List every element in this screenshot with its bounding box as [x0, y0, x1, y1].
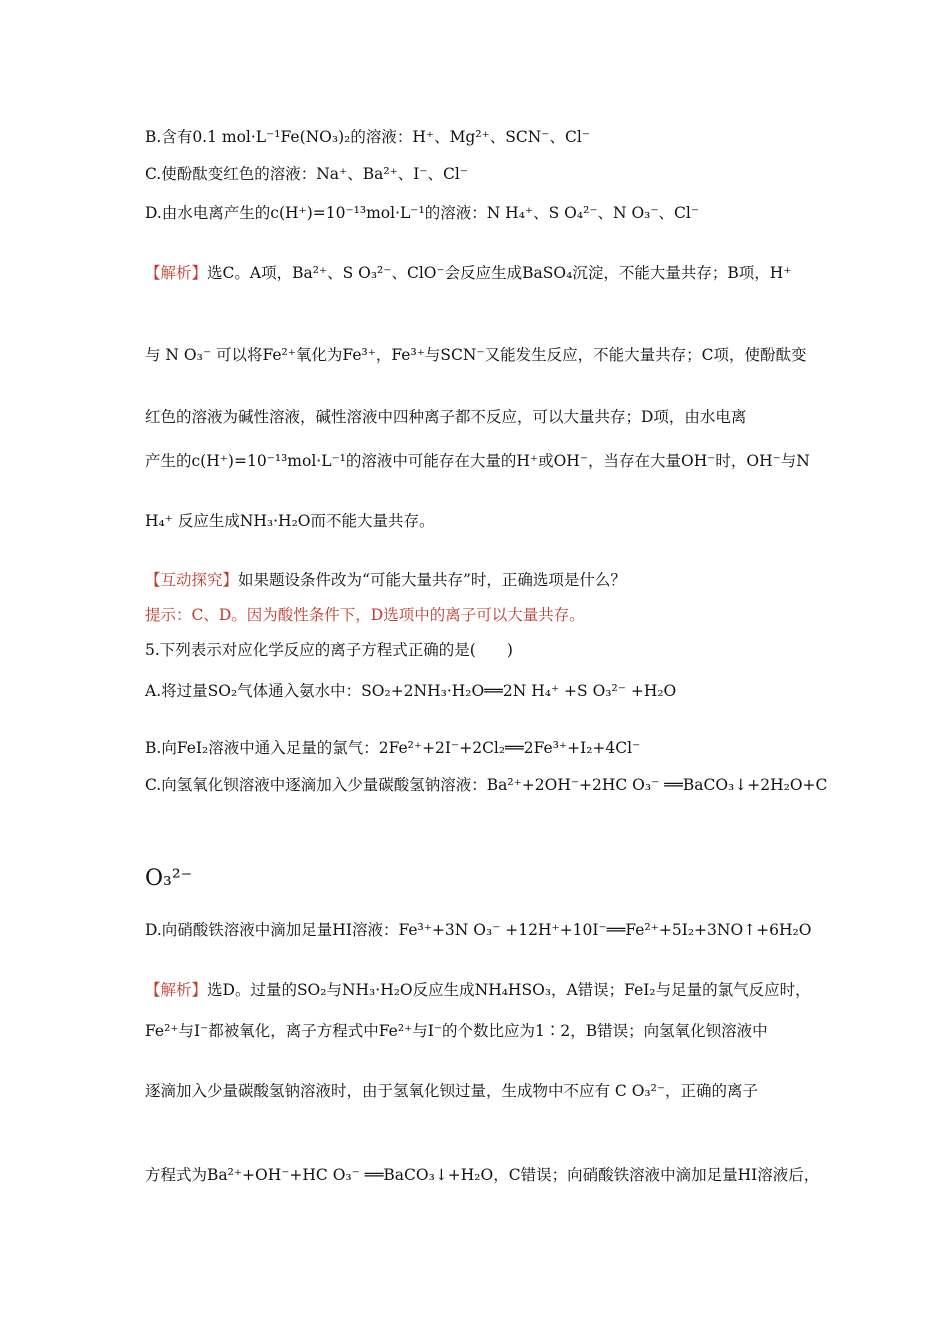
analysis-1-line-5: H₄⁺ 反应生成NH₃·H₂O而不能大量共存。 [145, 512, 435, 530]
analysis-2-tag: 【解析】 [145, 981, 208, 999]
option-c: C.使酚酞变红色的溶液：Na⁺、Ba²⁺、I⁻、Cl⁻ [145, 165, 469, 183]
explore-tag: 【互动探究】 [145, 571, 239, 589]
analysis-2-line-1 [145, 981, 810, 1000]
option-d: D.由水电离产生的c(H⁺)=10⁻¹³mol·L⁻¹的溶液：N H₄⁺、S O₄²⁻、N O₃⁻、Cl⁻ [145, 204, 700, 222]
question-5-option-d: D.向硝酸铁溶液中滴加足量HI溶液：Fe³⁺+3N O₃⁻ +12H⁺+10I⁻══Fe²⁺+5I₂+3NO↑+6H₂O [145, 921, 812, 939]
explore-line [145, 571, 810, 590]
analysis-text: 选C。A项，Ba²⁺、S O₃²⁻、ClO⁻会反应生成BaSO₄沉淀，不能大量共存；B项，H⁺ [207, 264, 792, 282]
analysis-1-line-4: 产生的c(H⁺)=10⁻¹³mol·L⁻¹的溶液中可能存在大量的H⁺或OH⁻，当存在大量OH⁻时，OH⁻与N [145, 452, 810, 470]
question-5-option-c-line-1: C.向氢氧化钡溶液中逐滴加入少量碳酸氢钠溶液：Ba²⁺+2OH⁻+2HC O₃⁻ ══BaCO₃↓+2H₂O+C [145, 776, 828, 794]
explore-text: 如果题设条件改为“可能大量共存”时，正确选项是什么？ [238, 571, 626, 589]
hint-text: C、D。因为酸性条件下，D选项中的离子可以大量共存。 [191, 606, 585, 624]
hint-tag: 提示： [145, 606, 192, 624]
analysis-2-line-4: 方程式为Ba²⁺+OH⁻+HC O₃⁻ ══BaCO₃↓+H₂O，C错误；向硝酸铁溶液中滴加足量HI溶液后， [145, 1166, 820, 1184]
analysis-tag: 【解析】 [145, 264, 208, 282]
analysis-2-line-3: 逐滴加入少量碳酸氢钠溶液时，由于氢氧化钡过量，生成物中不应有 C O₃²⁻，正确的离子 [145, 1082, 759, 1100]
hint-line [145, 606, 810, 625]
question-5-option-b: B.向FeI₂溶液中通入足量的氯气：2Fe²⁺+2I⁻+2Cl₂══2Fe³⁺+I₂+4Cl⁻ [145, 739, 641, 757]
analysis-1-line-2: 与 N O₃⁻ 可以将Fe²⁺氧化为Fe³⁺，Fe³⁺与SCN⁻又能发生反应，不能大量共存；C项，使酚酞变 [145, 346, 807, 364]
analysis-1-line-3: 红色的溶液为碱性溶液，碱性溶液中四种离子都不反应，可以大量共存；D项，由水电离 [145, 408, 747, 426]
question-5-option-a: A.将过量SO₂气体通入氨水中：SO₂+2NH₃·H₂O══2N H₄⁺ +S O₃²⁻ +H₂O [145, 682, 677, 700]
analysis-2-line-2: Fe²⁺与I⁻都被氧化，离子方程式中Fe²⁺与I⁻的个数比应为1∶2，B错误；向氢氧化钡溶液中 [145, 1022, 768, 1040]
analysis-1-line-1 [145, 264, 810, 283]
analysis-2-text: 选D。过量的SO₂与NH₃·H₂O反应生成NH₄HSO₃，A错误；FeI₂与足量的氯气反应时， [207, 981, 811, 999]
question-5: 5.下列表示对应化学反应的离子方程式正确的是( ) [145, 641, 513, 659]
option-b: B.含有0.1 mol·L⁻¹Fe(NO₃)₂的溶液：H⁺、Mg²⁺、SCN⁻、Cl⁻ [145, 128, 590, 146]
question-5-option-c-line-2: O₃²⁻ [145, 866, 193, 891]
